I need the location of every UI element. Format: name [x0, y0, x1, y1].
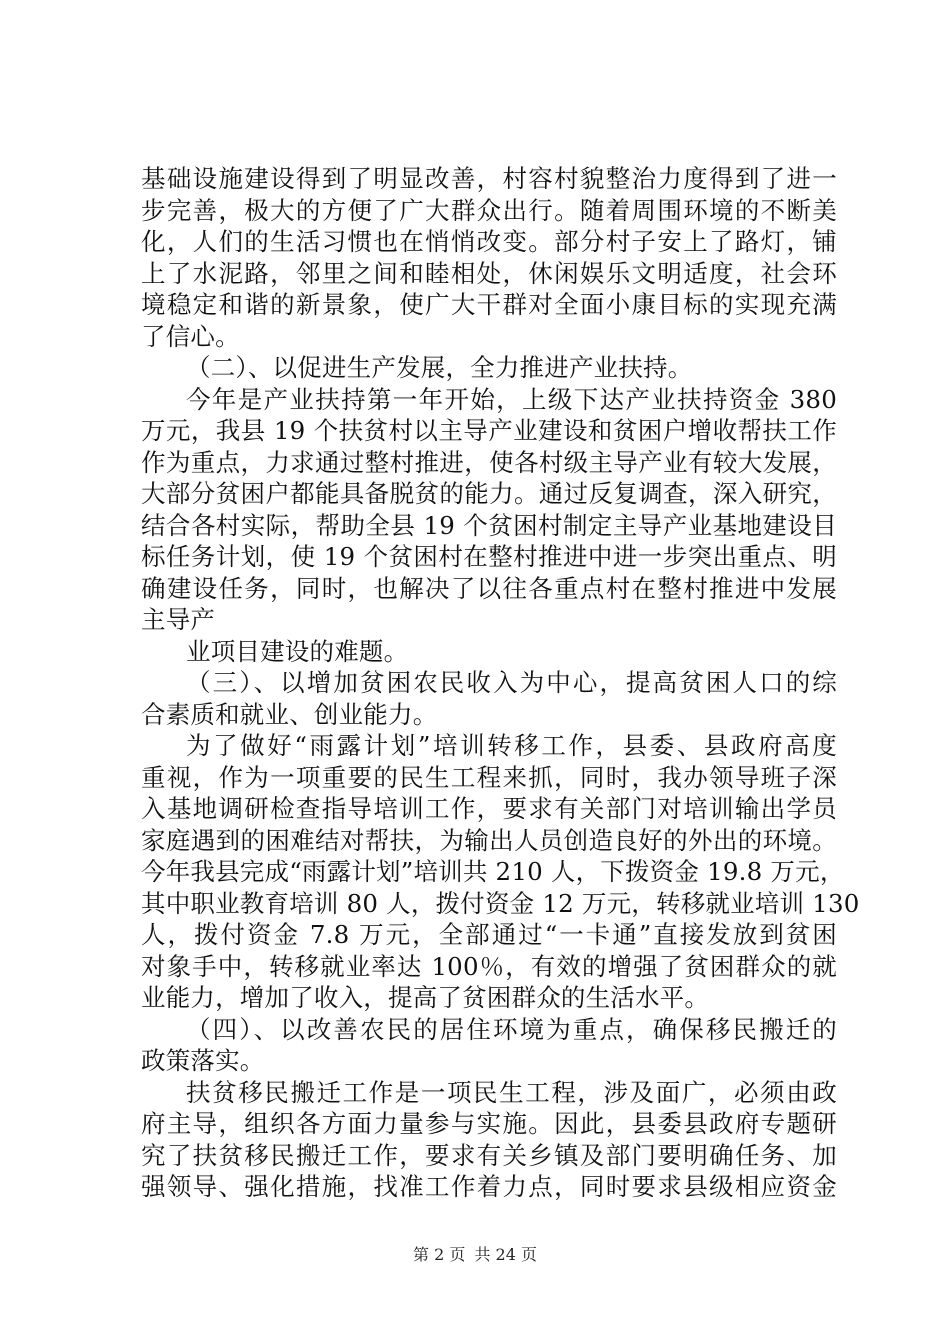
text-line: 确建设任务，同时，也解决了以往各重点村在整村推进中发展 [141, 573, 837, 603]
text-line: 今年是产业扶持第一年开始，上级下达产业扶持资金 380 [186, 384, 837, 414]
text-line: 上了水泥路，邻里之间和睦相处，休闲娱乐文明适度，社会环 [141, 258, 837, 288]
text-line: 扶贫移民搬迁工作是一项民生工程，涉及面广，必须由政 [186, 1077, 837, 1107]
text-line: 境稳定和谐的新景象，使广大干群对全面小康目标的实现充满 [141, 290, 837, 319]
page-total: 共 24 页 [474, 1245, 537, 1264]
text-line: 作为重点，力求通过整村推进，使各村级主导产业有较大发展， [141, 447, 837, 477]
page-number: 第 2 页 [413, 1245, 466, 1264]
text-line: 大部分贫困户都能具备脱贫的能力。通过反复调查，深入研究， [141, 479, 837, 508]
text-line: 究了扶贫移民搬迁工作，要求有关乡镇及部门要明确任务、加 [141, 1140, 837, 1170]
text-line: 人，拨付资金 7.8 万元，全部通过“一卡通”直接发放到贫困 [141, 920, 837, 949]
text-line: 为了做好“雨露计划”培训转移工作，县委、县政府高度 [186, 731, 837, 760]
text-line: 步完善，极大的方便了广大群众出行。随着周围环境的不断美 [141, 195, 837, 225]
text-line: 业能力，增加了收入，提高了贫困群众的生活水平。 [141, 983, 710, 1012]
text-line: 府主导，组织各方面力量参与实施。因此，县委县政府专题研 [141, 1109, 837, 1138]
section-heading: （四）、以改善农民的居住环境为重点，确保移民搬迁的 [186, 1014, 837, 1044]
text-line: 今年我县完成“雨露计划”培训共 210 人，下拨资金 19.8 万元， [141, 857, 845, 886]
text-line: 入基地调研检查指导培训工作，要求有关部门对培训输出学员 [141, 794, 837, 823]
section-heading: （二）、以促进生产发展，全力推进产业扶持。 [186, 353, 693, 382]
document-body [141, 163, 860, 1203]
text-line: 化，人们的生活习惯也在悄悄改变。部分村子安上了路灯，铺 [141, 227, 837, 256]
text-line: 业项目建设的难题。 [186, 636, 409, 666]
text-line: 了信心。 [141, 321, 240, 351]
text-line: 基础设施建设得到了明显改善，村容村貌整治力度得到了进一 [141, 164, 837, 193]
text-line: 主导产 [141, 605, 216, 634]
text-line: 标任务计划，使 19 个贫困村在整村推进中进一步突出重点、明 [141, 542, 837, 571]
page-footer [0, 1242, 950, 1265]
text-line: 结合各村实际，帮助全县 19 个贫困村制定主导产业基地建设目 [141, 510, 837, 540]
section-heading: （三）、以增加贫困农民收入为中心，提高贫困人口的综 [186, 668, 837, 697]
section-heading: 合素质和就业、创业能力。 [141, 699, 438, 729]
text-line: 其中职业教育培训 80 人，拨付资金 12 万元，转移就业培训 130 [141, 888, 860, 918]
text-line: 强领导、强化措施，找准工作着力点，同时要求县级相应资金 [141, 1172, 837, 1201]
section-heading: 政策落实。 [141, 1046, 265, 1075]
text-line: 万元，我县 19 个扶贫村以主导产业建设和贫困户增收帮扶工作 [141, 416, 837, 445]
text-line: 重视，作为一项重要的民生工程来抓，同时，我办领导班子深 [141, 762, 837, 792]
text-line: 家庭遇到的困难结对帮扶，为输出人员创造良好的外出的环境。 [141, 825, 837, 855]
text-line: 对象手中，转移就业率达 100％，有效的增强了贫困群众的就 [141, 951, 837, 981]
